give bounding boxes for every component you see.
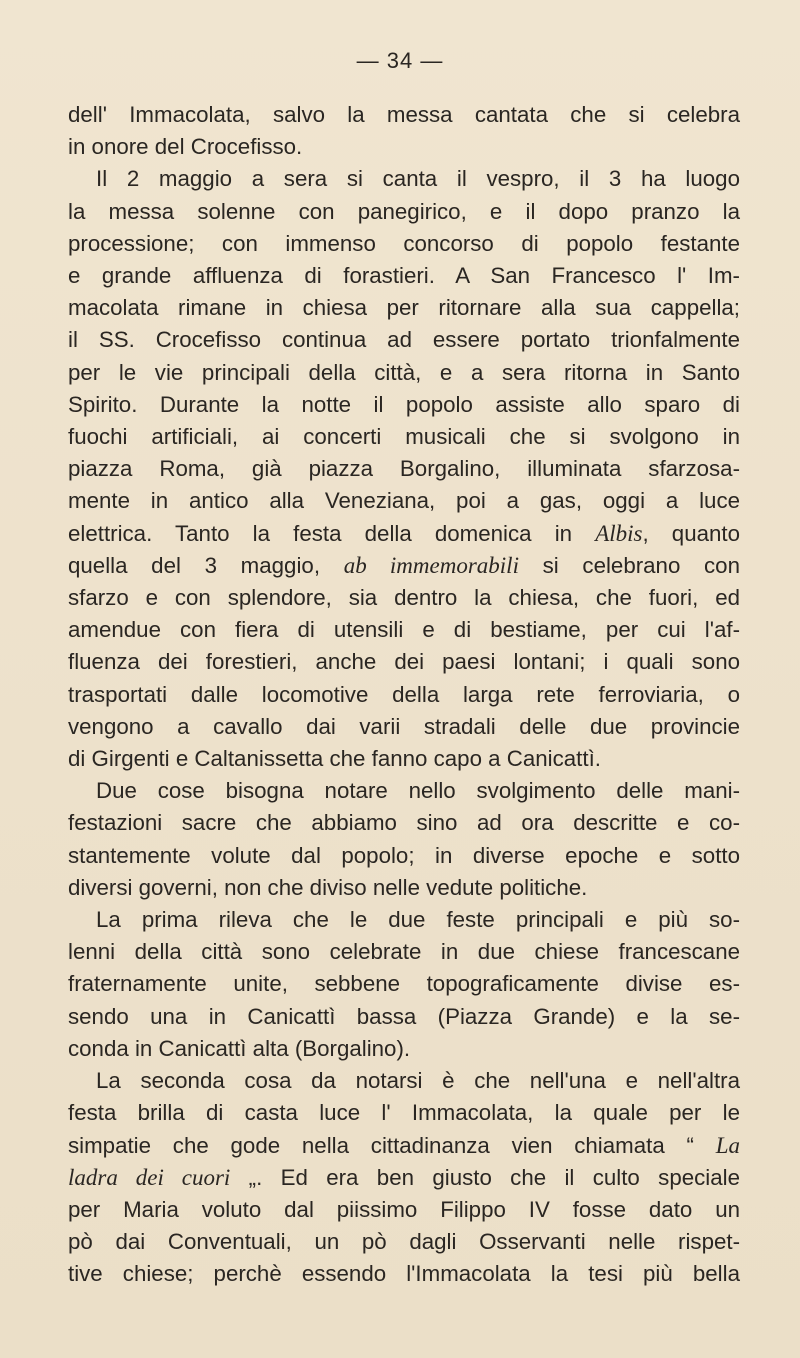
text-line: La prima rileva che le due feste principali e più so- — [96, 907, 740, 933]
italic-phrase: La — [715, 1132, 740, 1158]
text-line: il SS. Crocefisso continua ad essere portato trionfalmente — [68, 327, 740, 353]
text-line: sendo una in Canicattì bassa (Piazza Grande) e la se- — [68, 1003, 740, 1029]
text-line: per le vie principali della città, e a sera ritorna in Santo — [68, 359, 740, 385]
text-line: amendue con fiera di utensili e di bestiame, per cui l'af- — [68, 617, 740, 643]
text-line: stantemente volute dal popolo; in diverse epoche e sotto — [68, 842, 740, 868]
text-line — [68, 1130, 740, 1162]
text-line: fuochi artificiali, ai concerti musicali che si svolgono in — [68, 424, 740, 450]
text-line: La seconda cosa da notarsi è che nell'una e nell'altra — [96, 1068, 740, 1094]
text-line: tive chiese; perchè essendo l'Immacolata la tesi più bella — [68, 1261, 740, 1287]
text-segment: quella del 3 maggio, — [68, 552, 344, 578]
text-segment: , quanto — [642, 520, 740, 546]
text-line: piazza Roma, già piazza Borgalino, illuminata sfarzosa- — [68, 456, 740, 482]
text-line: mente in antico alla Veneziana, poi a gas, oggi a luce — [68, 488, 740, 514]
text-line — [68, 1162, 740, 1194]
text-segment: elettrica. Tanto la festa della domenica in — [68, 520, 596, 546]
body-text — [68, 99, 740, 1291]
text-segment: si celebrano con — [518, 552, 740, 578]
italic-phrase: ab immemorabili — [343, 552, 519, 578]
text-line: per Maria voluto dal piissimo Filippo IV fosse dato un — [68, 1196, 740, 1222]
text-line: di Girgenti e Caltanissetta che fanno capo a Canicattì. — [68, 746, 601, 772]
text-line: dell' Immacolata, salvo la messa cantata che si celebra — [68, 102, 740, 127]
text-line: macolata rimane in chiesa per ritornare alla sua cappella; — [68, 295, 740, 321]
text-line: sfarzo e con splendore, sia dentro la chiesa, che fuori, ed — [68, 585, 740, 611]
page-number: — 34 — — [356, 48, 444, 73]
text-line: fraternamente unite, sebbene topograficamente divise es- — [68, 971, 740, 997]
text-line: Il 2 maggio a sera si canta il vespro, il 3 ha luogo — [96, 166, 740, 192]
text-line: la messa solenne con panegirico, e il dopo pranzo la — [68, 198, 740, 224]
text-line: lenni della città sono celebrate in due chiese francescane — [68, 939, 740, 965]
text-segment: „. Ed era ben giusto che il culto speciale — [230, 1164, 740, 1190]
text-line — [68, 518, 740, 550]
text-line: festa brilla di casta luce l' Immacolata, la quale per le — [68, 1100, 740, 1126]
italic-phrase: Albis — [595, 520, 643, 546]
text-line: fluenza dei forestieri, anche dei paesi lontani; i quali sono — [68, 649, 740, 675]
text-line: trasportati dalle locomotive della larga rete ferroviaria, o — [68, 681, 740, 707]
text-line: festazioni sacre che abbiamo sino ad ora descritte e co- — [68, 810, 740, 836]
text-line: e grande affluenza di forastieri. A San Francesco l' Im- — [68, 263, 740, 289]
text-segment: simpatie che gode nella cittadinanza vien chiamata “ — [68, 1132, 716, 1158]
text-line: processione; con immenso concorso di popolo festante — [68, 230, 740, 256]
text-line: in onore del Crocefisso. — [68, 134, 303, 160]
text-line: Due cose bisogna notare nello svolgimento delle mani- — [96, 778, 740, 804]
text-line: vengono a cavallo dai varii stradali delle due provincie — [68, 713, 740, 739]
text-line — [68, 550, 740, 582]
text-line: diversi governi, non che diviso nelle vedute politiche. — [68, 874, 588, 900]
text-line: conda in Canicattì alta (Borgalino). — [68, 1035, 411, 1061]
italic-phrase: ladra dei cuori — [68, 1164, 231, 1190]
text-line: pò dai Conventuali, un pò dagli Osservanti nelle rispet- — [68, 1229, 740, 1255]
text-line: Spirito. Durante la notte il popolo assiste allo sparo di — [68, 391, 740, 417]
